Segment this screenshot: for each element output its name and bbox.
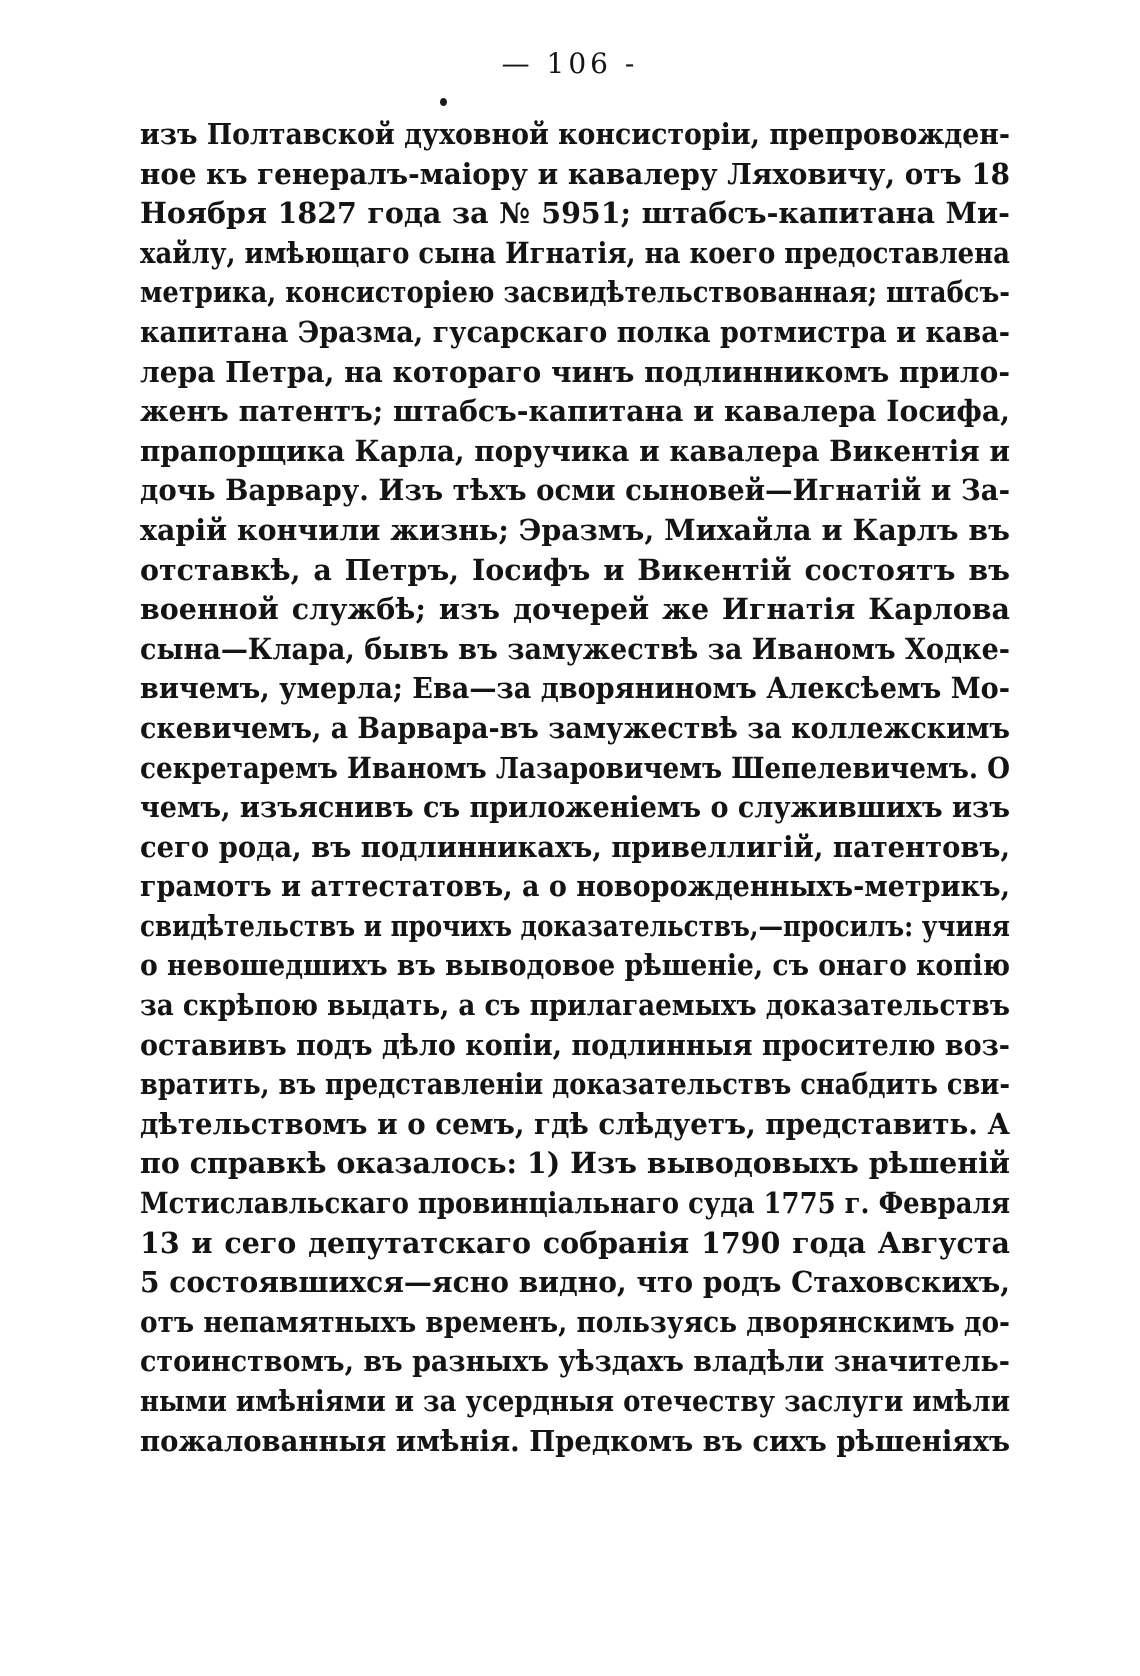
text-line: прапорщика Карла, поручика и кавалера Викентія и <box>140 433 1010 468</box>
text-line: свидѣтельствъ и прочихъ доказательствъ,—просилъ: учиня <box>140 908 1010 943</box>
text-line: вратить, въ представленіи доказательствъ снабдить сви- <box>140 1067 1010 1102</box>
ink-speck <box>440 98 447 106</box>
text-line: метрика, консисторіею засвидѣтельствованная; штабсъ- <box>140 275 1010 310</box>
text-line: ными имѣніями и за усердныя отечеству заслуги имѣли <box>140 1384 1010 1418</box>
text-line: харій кончили жизнь; Эразмъ, Михайла и Карлъ въ <box>140 512 1010 547</box>
text-line: оставивъ подъ дѣло копіи, подлинныя просителю воз- <box>140 1027 1010 1062</box>
text-line: лера Петра, на котораго чинъ подлинникомъ прило- <box>140 354 1010 389</box>
text-line: сего рода, въ подлинникахъ, привеллигій, патентовъ, <box>140 829 1010 864</box>
text-line: капитана Эразма, гусарскаго полка ротмистра и кава- <box>140 314 1010 349</box>
text-line: отставкѣ, а Петръ, Іосифъ и Викентій состоятъ въ <box>140 552 1010 587</box>
text-line: хайлу, имѣющаго сына Игнатія, на коего предоставлена <box>140 235 1010 270</box>
text-line: о невошедшихъ въ выводовое рѣшеніе, съ онаго копію <box>140 948 1010 983</box>
text-line: грамотъ и аттестатовъ, а о новорожденныхъ-метрикъ, <box>140 869 1010 904</box>
text-line: женъ патентъ; штабсъ-капитана и кавалера Іосифа, <box>140 394 1010 429</box>
text-line: дѣтельствомъ и о семъ, гдѣ слѣдуетъ, представить. А <box>140 1106 1010 1141</box>
text-line: 13 и сего депутатскаго собранія 1790 года Августа <box>140 1225 1010 1260</box>
text-line: за скрѣпою выдать, а съ прилагаемыхъ доказательствъ <box>140 988 1010 1023</box>
text-line: секретаремъ Иваномъ Лазаровичемъ Шепелевичемъ. О <box>140 750 1010 785</box>
text-line: 5 состоявшихся—ясно видно, что родъ Стаховскихъ, <box>140 1265 1010 1300</box>
text-line: отъ непамятныхъ временъ, пользуясь дворянскимъ до- <box>140 1304 1010 1339</box>
body-text <box>140 115 1010 1461</box>
text-line: ное къ генералъ-маіору и кавалеру Ляховичу, отъ 18 <box>140 156 1010 191</box>
page-number: — 106 - <box>501 47 639 80</box>
text-line: пожалованныя имѣнія. Предкомъ въ сихъ рѣшеніяхъ <box>140 1423 1010 1458</box>
text-line: скевичемъ, а Варвара-въ замужествѣ за коллежскимъ <box>140 710 1010 745</box>
text-line: Ноября 1827 года за № 5951; штабсъ-капитана Ми- <box>140 196 1010 231</box>
text-line: по справкѣ оказалось: 1) Изъ выводовыхъ рѣшеній <box>140 1146 1010 1181</box>
text-line: сына—Клара, бывъ въ замужествѣ за Иваномъ Ходке- <box>140 631 1010 666</box>
text-line: Мстиславльскаго провинціальнаго суда 1775 г. Февраля <box>140 1186 1010 1221</box>
text-line: вичемъ, умерла; Ева—за дворяниномъ Алексѣемъ Мо- <box>140 671 1010 706</box>
text-line: дочь Варвару. Изъ тѣхъ осми сыновей—Игнатій и За- <box>140 473 1010 508</box>
text-line: изъ Полтавской духовной консисторіи, препровожден- <box>140 117 1010 151</box>
text-line: чемъ, изъяснивъ съ приложеніемъ о служившихъ изъ <box>140 790 1010 825</box>
text-line: стоинствомъ, въ разныхъ уѣздахъ владѣли значитель- <box>140 1344 1010 1379</box>
text-line: военной службѣ; изъ дочерей же Игнатія Карлова <box>140 592 1010 627</box>
